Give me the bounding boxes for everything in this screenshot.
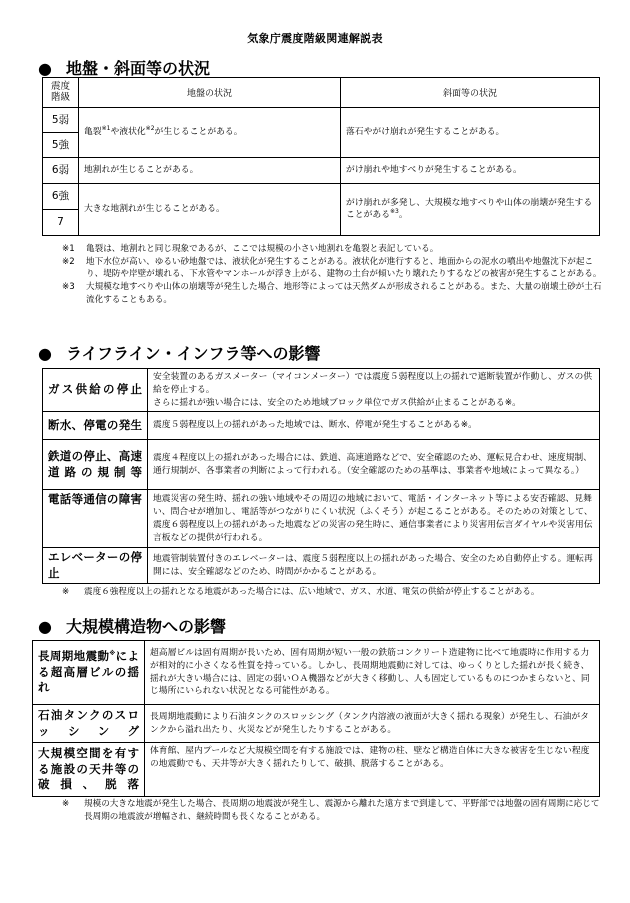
footnote-mark: ※ (109, 650, 116, 658)
note-text: 地下水位が高い、ゆるい砂地盤では、液状化が発生することがある。液状化が進行すると、地面からの泥水の噴出や地盤沈下が起こり、堤防や岸壁が壊れる、下水管やマンホールが浮き上がる、建物の土台が傾いたり壊れたりするなどの被害が発生することがある。 (86, 256, 602, 280)
header-level: 震度 階級 (43, 78, 79, 108)
ground-slope-table (42, 77, 600, 236)
section-heading-text: 大規模構造物への影響 (66, 617, 227, 636)
label-text: による超高層ビルの揺れ (38, 649, 140, 695)
row-text: 地震管制装置付きのエレベーターは、震度５弱程度以上の揺れがあった場合、安全のため自動停止する。運転再開には、安全確認などのため、時間がかかることがある。 (148, 548, 600, 584)
lifeline-table (42, 368, 600, 584)
level-cell: 5強 (43, 133, 79, 158)
note-item (62, 243, 602, 256)
row-label: 電話等通信の障害 (43, 490, 148, 548)
bullet-icon: ● (38, 59, 52, 78)
note-item (62, 586, 602, 599)
footnote-mark: ※2 (145, 124, 155, 132)
note-mark: ※1 (62, 244, 75, 254)
section1-notes (62, 243, 602, 307)
section-heading-text: 地盤・斜面等の状況 (66, 59, 211, 78)
row-text: 震度５弱程度以上の揺れがあった地域では、断水、停電が発生することがある※。 (148, 412, 600, 440)
table-row (43, 412, 600, 440)
note-item (62, 256, 602, 281)
note-item (62, 281, 602, 306)
note-text: 亀裂は、地割れと同じ現象であるが、ここでは規模の小さい地割れを亀裂と表記している。 (86, 244, 439, 254)
note-text: 震度６強程度以上の揺れとなる地震があった場合には、広い地域で、ガス、水道、電気の供給が停止することがある。 (84, 587, 540, 597)
slope-cell: 落石やがけ崩れが発生することがある。 (341, 108, 600, 158)
table-row (43, 369, 600, 412)
header-ground: 地盤の状況 (79, 78, 341, 108)
row-label: 大規模空間を有する施設の天井等の破損、脱落 (33, 743, 145, 797)
slope-text: がけ崩れが多発し、大規模な地すべりや山体の崩壊が発生することがある (346, 197, 593, 220)
section-heading-text: ライフライン・インフラ等への影響 (66, 344, 321, 363)
row-label: 石油タンクのスロッシング (33, 705, 145, 743)
row-label: 鉄道の停止、高速道路の規制等 (43, 440, 148, 490)
section-heading-lifeline (38, 341, 321, 364)
row-text: 超高層ビルは固有周期が長いため、固有周期が短い一般の鉄筋コンクリート造建物に比べて地震時に作用する力が相対的に小さくなる性質を持っている。しかし、長周期地震動に対しては、ゆっくりとした揺れが長く続き、揺れが大きい場合には、固定の弱いＯＡ機器などが大きく移動し、人も固定しているものにつかまらないと、同じ場所にいられない状況となる可能性がある。 (145, 641, 600, 705)
note-text: 規模の大きな地震が発生した場合、長周期の地震波が発生し、震源から離れた遠方まで到達して、平野部では地盤の固有周期に応じて長周期の地震波が増幅され、継続時間も長くなることがある。 (84, 799, 600, 822)
note-mark: ※2 (62, 256, 75, 267)
section2-note (62, 586, 602, 599)
ground-cell: 地割れが生じることがある。 (79, 158, 341, 184)
row-text: 体育館、屋内プールなど大規模空間を有する施設では、建物の柱、壁など構造自体に大きな被害を生じない程度の地震動でも、天井等が大きく揺れたりして、破損、脱落することがある。 (145, 743, 600, 797)
ground-text: が生じることがある。 (154, 126, 243, 137)
note-text: 大規模な地すべりや山体の崩壊等が発生した場合、地形等によっては天然ダムが形成されることがある。また、大量の崩壊土砂が土石流化することもある。 (86, 282, 602, 305)
structures-table (32, 640, 600, 797)
table-header-row (43, 78, 600, 108)
table-row (33, 743, 600, 797)
table-row (43, 440, 600, 490)
level-cell: 7 (43, 210, 79, 236)
level-cell: 5弱 (43, 108, 79, 133)
slope-cell: がけ崩れや地すべりが発生することがある。 (341, 158, 600, 184)
ground-text: 亀裂 (84, 126, 102, 137)
table-row (43, 490, 600, 548)
footnote-mark: ※3 (390, 207, 399, 215)
label-text: 長周期地震動 (38, 649, 110, 664)
section3-note (62, 798, 602, 823)
table-row (43, 158, 600, 184)
row-text: 地震災害の発生時、揺れの強い地域やその周辺の地域において、電話・インターネット等による安否確認、見舞い、問合せが増加し、電話等がつながりにくい状況（ふくそう）が起こることがある。そのための対策として、震度６弱程度以上の揺れがあった地震などの災害の発生時に、通信事業者により災害用伝言ダイヤルや災害用伝言板などの提供が行われる。 (148, 490, 600, 548)
section-heading-ground (38, 56, 210, 79)
slope-cell (341, 184, 600, 236)
note-mark: ※ (62, 799, 70, 809)
level-cell: 6弱 (43, 158, 79, 184)
row-text: 安全装置のあるガスメーター（マイコンメーター）では震度５弱程度以上の揺れで遮断装置が作動し、ガスの供給を停止する。 さらに揺れが強い場合には、安全のため地域ブロック単位でガス供給が止まることがある※。 (148, 369, 600, 412)
row-label: ガス供給の停止 (43, 369, 148, 412)
note-mark: ※3 (62, 282, 75, 293)
slope-text: 。 (398, 209, 408, 220)
row-label: エレベーターの停止 (43, 548, 148, 584)
row-text: 長周期地震動により石油タンクのスロッシング（タンク内溶液の液面が大きく揺れる現象）が発生し、石油がタンクから溢れ出たり、火災などが発生したりすることがある。 (145, 705, 600, 743)
row-label: 断水、停電の発生 (43, 412, 148, 440)
level-cell: 6強 (43, 184, 79, 210)
bullet-icon: ● (38, 344, 52, 363)
bullet-icon: ● (38, 617, 52, 636)
table-row (33, 705, 600, 743)
table-row (43, 548, 600, 584)
ground-cell: 大きな地割れが生じることがある。 (79, 184, 341, 236)
section-heading-structures (38, 614, 226, 637)
ground-text: や液状化 (110, 126, 146, 137)
row-text: 震度４程度以上の揺れがあった場合には、鉄道、高速道路などで、安全確認のため、運転見合わせ、速度規制、通行規制が、各事業者の判断によって行われる。（安全確認のための基準は、事業者や地域によって異なる。） (148, 440, 600, 490)
row-label (33, 641, 145, 705)
ground-cell (79, 108, 341, 158)
note-item (62, 798, 602, 823)
table-row (43, 184, 600, 210)
document-title: 気象庁震度階級関連解説表 (247, 32, 383, 45)
header-slope: 斜面等の状況 (341, 78, 600, 108)
note-mark: ※ (62, 587, 70, 597)
table-row (43, 108, 600, 133)
table-row (33, 641, 600, 705)
footnote-mark: ※1 (101, 124, 111, 132)
